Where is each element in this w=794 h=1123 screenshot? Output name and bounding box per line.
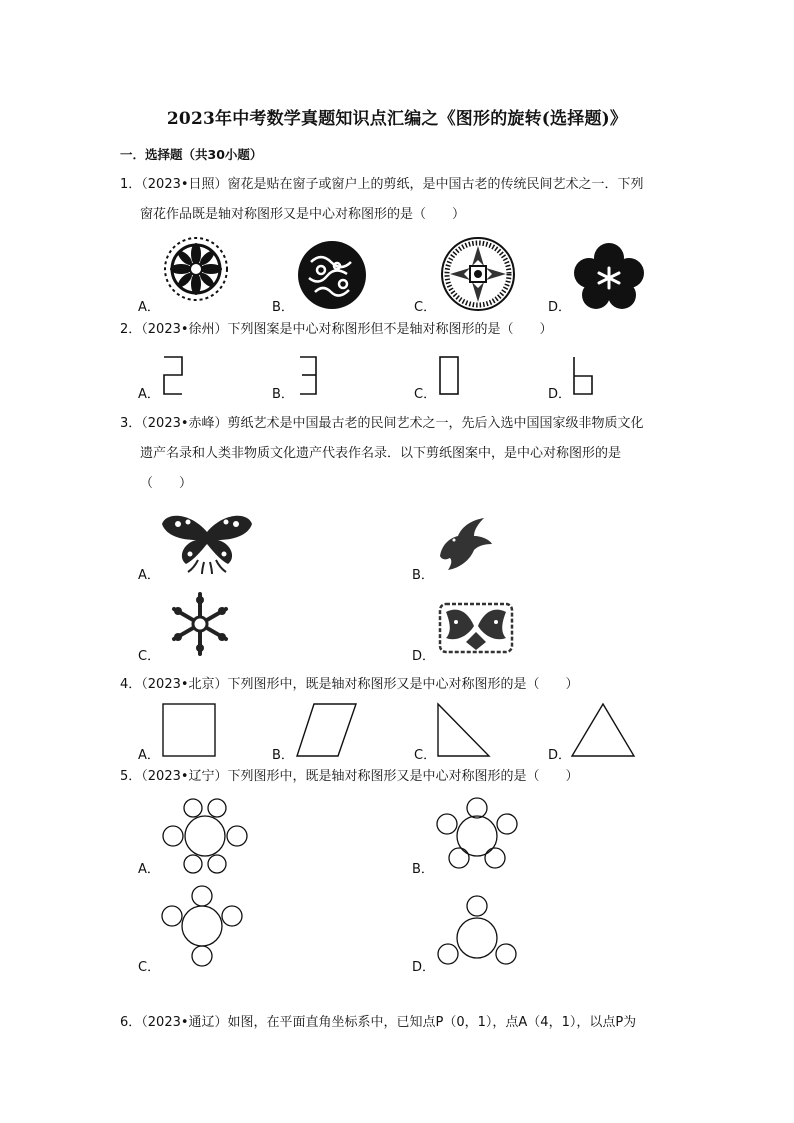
q3-papercut-birds-image [438, 602, 514, 654]
q5-option-c-label: C． [138, 960, 161, 975]
q2-option-a-label: A． [138, 387, 160, 402]
q5-line1: 5．（2023•辽宁）下列图形中，既是轴对称图形又是中心对称图形的是（ ） [120, 769, 579, 784]
section-heading: 一．选择题（共30小题） [120, 147, 263, 162]
q2-option-b-label: B． [272, 387, 294, 402]
page-title: 2023年中考数学真题知识点汇编之《图形的旋转(选择题)》 [166, 109, 628, 129]
q5-option-a-label: A． [138, 862, 160, 877]
q3-papercut-swallow-image [434, 516, 494, 572]
q4-right-triangle-image [436, 703, 492, 759]
q4-parallelogram-image [296, 703, 358, 759]
q3-option-b-label: B． [412, 568, 434, 583]
q2-digit-3-image [296, 354, 322, 398]
q2-digit-2-image [160, 354, 186, 398]
q4-option-d-label: D． [548, 748, 572, 763]
q3-option-d-label: D． [412, 649, 436, 664]
q1-option-a-label: A． [138, 300, 160, 315]
q5-circles-a-image [160, 796, 250, 876]
q5-circles-b-image [434, 796, 520, 876]
q4-equilateral-triangle-image [570, 703, 636, 759]
q4-option-a-label: A． [138, 748, 160, 763]
q1-window-flower-c-image [440, 236, 516, 312]
q4-option-c-label: C． [414, 748, 437, 763]
q6-line1: 6．（2023•通辽）如图，在平面直角坐标系中，已知点P（0，1），点A（4，1），以点P为 [120, 1015, 637, 1030]
q2-digit-0-image [436, 354, 462, 398]
q4-option-b-label: B． [272, 748, 294, 763]
q2-option-c-label: C． [414, 387, 437, 402]
q3-papercut-snowflake-image [164, 592, 236, 656]
q2-digit-6-image [570, 354, 596, 398]
q5-option-d-label: D． [412, 960, 436, 975]
q2-option-d-label: D． [548, 387, 572, 402]
q2-line1: 2．（2023•徐州）下列图案是中心对称图形但不是轴对称图形的是（ ） [120, 322, 553, 337]
q1-line2: 窗花作品既是轴对称图形又是中心对称图形的是（ ） [140, 207, 466, 222]
q1-option-b-label: B． [272, 300, 294, 315]
q3-papercut-butterfly-image [160, 510, 254, 576]
q5-circles-d-image [434, 894, 520, 970]
q3-line1: 3．（2023•赤峰）剪纸艺术是中国最古老的民间艺术之一，先后入选中国国家级非物质文化 [120, 416, 644, 431]
q3-line2: 遗产名录和人类非物质文化遗产代表作名录．以下剪纸图案中，是中心对称图形的是 [140, 446, 622, 461]
q1-option-d-label: D． [548, 300, 572, 315]
q5-option-b-label: B． [412, 862, 434, 877]
q4-square-image [162, 703, 218, 759]
q3-line3: （ ） [140, 476, 193, 491]
q1-window-flower-b-image [297, 240, 367, 310]
q1-option-c-label: C． [414, 300, 437, 315]
q3-option-c-label: C． [138, 649, 161, 664]
q4-line1: 4．（2023•北京）下列图形中，既是轴对称图形又是中心对称图形的是（ ） [120, 677, 579, 692]
q1-line1: 1．（2023•日照）窗花是贴在窗子或窗户上的剪纸，是中国古老的传统民间艺术之一．下列 [120, 177, 644, 192]
q5-circles-c-image [160, 884, 246, 968]
q1-window-flower-a-image [163, 236, 229, 302]
q1-window-flower-d-image [572, 242, 646, 310]
q3-option-a-label: A． [138, 568, 160, 583]
